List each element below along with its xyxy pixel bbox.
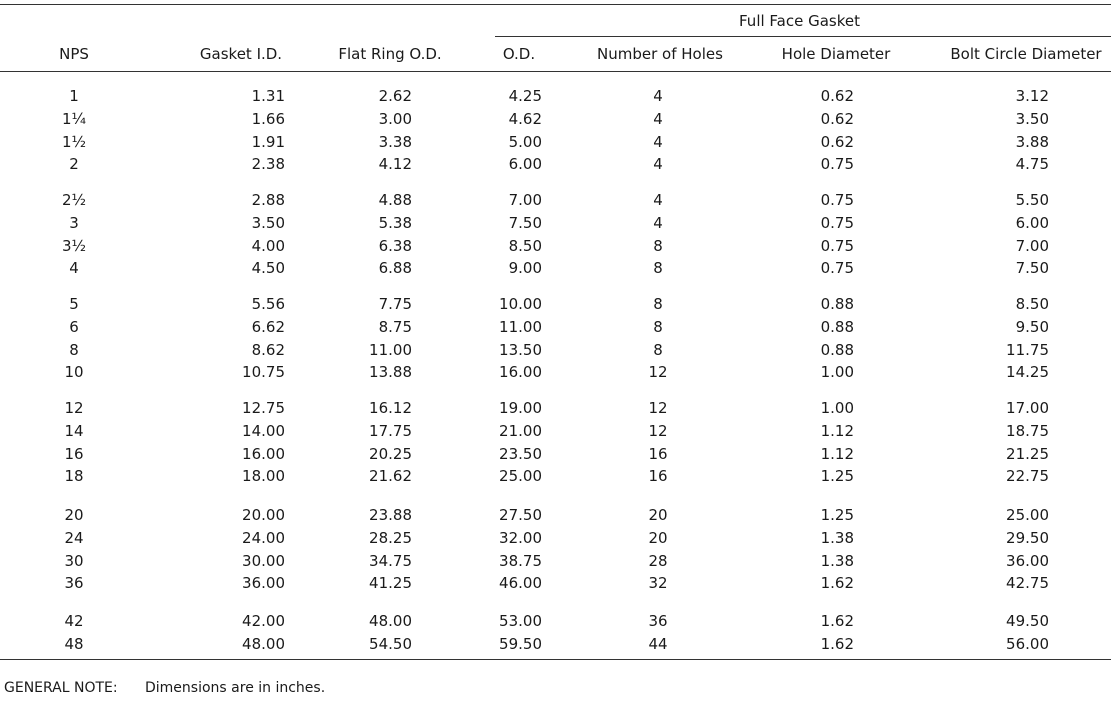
cell-bolt-circle-diameter: 7.00 [1015, 236, 1049, 255]
cell-od: 7.50 [508, 213, 542, 232]
cell-gasket-id: 48.00 [242, 634, 285, 653]
cell-nps: 2½ [61, 191, 87, 209]
cell-number-of-holes: 44 [648, 634, 668, 653]
cell-od: 32.00 [499, 528, 542, 547]
cell-number-of-holes: 4 [653, 191, 663, 209]
cell-bolt-circle-diameter: 36.00 [1006, 551, 1049, 570]
cell-bolt-circle-diameter: 11.75 [1006, 340, 1049, 359]
cell-hole-diameter: 1.00 [820, 363, 854, 382]
cell-gasket-id: 10.75 [242, 363, 285, 382]
cell-bolt-circle-diameter: 3.88 [1015, 132, 1049, 151]
cell-gasket-id: 8.62 [251, 340, 285, 359]
cell-flat-ring-od: 13.88 [369, 363, 412, 382]
cell-nps: 24 [64, 528, 84, 547]
cell-hole-diameter: 0.62 [820, 109, 854, 128]
group-header-full-face-gasket: Full Face Gasket [739, 12, 860, 30]
cell-nps: 2 [69, 155, 79, 174]
cell-hole-diameter: 0.88 [820, 340, 854, 359]
cell-nps: 20 [64, 506, 84, 524]
cell-flat-ring-od: 6.88 [378, 259, 412, 278]
cell-flat-ring-od: 5.38 [378, 213, 412, 232]
cell-bolt-circle-diameter: 18.75 [1006, 421, 1049, 440]
column-header-hole-diameter: Hole Diameter [781, 45, 891, 63]
cell-od: 19.00 [499, 399, 542, 417]
cell-flat-ring-od: 20.25 [369, 444, 412, 463]
cell-od: 5.00 [508, 132, 542, 151]
cell-gasket-id: 36.00 [242, 574, 285, 593]
general-note-text: Dimensions are in inches. [145, 680, 326, 696]
cell-nps: 12 [64, 399, 84, 417]
cell-bolt-circle-diameter: 22.75 [1006, 467, 1049, 486]
cell-number-of-holes: 20 [648, 528, 668, 547]
cell-gasket-id: 12.75 [242, 399, 285, 417]
column-header-od: O.D. [502, 45, 536, 63]
cell-flat-ring-od: 11.00 [369, 340, 412, 359]
cell-number-of-holes: 20 [648, 506, 668, 524]
cell-number-of-holes: 12 [648, 421, 668, 440]
cell-hole-diameter: 1.25 [820, 506, 854, 524]
cell-bolt-circle-diameter: 6.00 [1015, 213, 1049, 232]
cell-flat-ring-od: 17.75 [369, 421, 412, 440]
cell-gasket-id: 20.00 [242, 506, 285, 524]
cell-hole-diameter: 1.25 [820, 467, 854, 486]
cell-gasket-id: 14.00 [242, 421, 285, 440]
cell-number-of-holes: 12 [648, 399, 668, 417]
cell-bolt-circle-diameter: 56.00 [1006, 634, 1049, 653]
cell-gasket-id: 24.00 [242, 528, 285, 547]
cell-number-of-holes: 8 [653, 317, 663, 336]
cell-od: 9.00 [508, 259, 542, 278]
cell-hole-diameter: 0.88 [820, 295, 854, 313]
cell-bolt-circle-diameter: 14.25 [1006, 363, 1049, 382]
cell-hole-diameter: 1.12 [820, 421, 854, 440]
cell-gasket-id: 16.00 [242, 444, 285, 463]
column-header-number-of-holes: Number of Holes [597, 45, 723, 63]
cell-number-of-holes: 4 [653, 87, 663, 105]
cell-nps: 1¼ [61, 109, 87, 128]
cell-number-of-holes: 4 [653, 155, 663, 174]
cell-gasket-id: 18.00 [242, 467, 285, 486]
cell-od: 4.25 [508, 87, 542, 105]
cell-flat-ring-od: 3.38 [378, 132, 412, 151]
cell-bolt-circle-diameter: 29.50 [1006, 528, 1049, 547]
cell-nps: 10 [64, 363, 84, 382]
cell-number-of-holes: 8 [653, 236, 663, 255]
cell-od: 59.50 [499, 634, 542, 653]
cell-flat-ring-od: 2.62 [378, 87, 412, 105]
cell-nps: 8 [69, 340, 79, 359]
cell-nps: 3½ [61, 236, 87, 255]
cell-bolt-circle-diameter: 49.50 [1006, 612, 1049, 630]
cell-number-of-holes: 8 [653, 295, 663, 313]
cell-gasket-id: 3.50 [251, 213, 285, 232]
cell-hole-diameter: 0.75 [820, 236, 854, 255]
cell-gasket-id: 1.31 [251, 87, 285, 105]
group-header-rule [495, 36, 1111, 37]
cell-gasket-id: 5.56 [251, 295, 285, 313]
cell-hole-diameter: 1.62 [820, 574, 854, 593]
cell-hole-diameter: 1.62 [820, 634, 854, 653]
cell-hole-diameter: 0.88 [820, 317, 854, 336]
cell-bolt-circle-diameter: 3.50 [1015, 109, 1049, 128]
column-header-bolt-circle-diameter: Bolt Circle Diameter [950, 45, 1102, 63]
cell-number-of-holes: 16 [648, 467, 668, 486]
cell-od: 6.00 [508, 155, 542, 174]
cell-gasket-id: 2.88 [251, 191, 285, 209]
cell-od: 46.00 [499, 574, 542, 593]
cell-nps: 6 [69, 317, 79, 336]
cell-number-of-holes: 4 [653, 109, 663, 128]
cell-bolt-circle-diameter: 7.50 [1015, 259, 1049, 278]
cell-flat-ring-od: 4.12 [378, 155, 412, 174]
cell-hole-diameter: 0.62 [820, 132, 854, 151]
cell-od: 8.50 [508, 236, 542, 255]
cell-hole-diameter: 0.75 [820, 191, 854, 209]
cell-od: 7.00 [508, 191, 542, 209]
cell-hole-diameter: 1.00 [820, 399, 854, 417]
cell-gasket-id: 4.50 [251, 259, 285, 278]
cell-flat-ring-od: 3.00 [378, 109, 412, 128]
cell-number-of-holes: 4 [653, 132, 663, 151]
cell-gasket-id: 30.00 [242, 551, 285, 570]
cell-nps: 1½ [61, 132, 87, 151]
cell-flat-ring-od: 54.50 [369, 634, 412, 653]
cell-gasket-id: 42.00 [242, 612, 285, 630]
general-note-label: GENERAL NOTE: [4, 680, 118, 696]
cell-flat-ring-od: 21.62 [369, 467, 412, 486]
cell-bolt-circle-diameter: 17.00 [1006, 399, 1049, 417]
cell-hole-diameter: 0.75 [820, 155, 854, 174]
cell-hole-diameter: 0.62 [820, 87, 854, 105]
cell-number-of-holes: 12 [648, 363, 668, 382]
cell-od: 10.00 [499, 295, 542, 313]
cell-number-of-holes: 36 [648, 612, 668, 630]
cell-nps: 5 [69, 295, 79, 313]
cell-hole-diameter: 1.38 [820, 551, 854, 570]
cell-nps: 18 [64, 467, 84, 486]
cell-flat-ring-od: 6.38 [378, 236, 412, 255]
cell-gasket-id: 1.91 [251, 132, 285, 151]
cell-gasket-id: 6.62 [251, 317, 285, 336]
cell-hole-diameter: 1.38 [820, 528, 854, 547]
cell-bolt-circle-diameter: 42.75 [1006, 574, 1049, 593]
cell-od: 38.75 [499, 551, 542, 570]
cell-flat-ring-od: 23.88 [369, 506, 412, 524]
cell-nps: 3 [69, 213, 79, 232]
cell-od: 27.50 [499, 506, 542, 524]
cell-flat-ring-od: 41.25 [369, 574, 412, 593]
table-top-rule [0, 4, 1111, 5]
cell-bolt-circle-diameter: 4.75 [1015, 155, 1049, 174]
cell-number-of-holes: 4 [653, 213, 663, 232]
cell-hole-diameter: 1.12 [820, 444, 854, 463]
cell-nps: 1 [69, 87, 79, 105]
cell-bolt-circle-diameter: 21.25 [1006, 444, 1049, 463]
cell-flat-ring-od: 4.88 [378, 191, 412, 209]
cell-od: 13.50 [499, 340, 542, 359]
cell-od: 4.62 [508, 109, 542, 128]
cell-flat-ring-od: 7.75 [378, 295, 412, 313]
cell-od: 21.00 [499, 421, 542, 440]
cell-nps: 16 [64, 444, 84, 463]
cell-bolt-circle-diameter: 25.00 [1006, 506, 1049, 524]
cell-number-of-holes: 8 [653, 340, 663, 359]
cell-flat-ring-od: 28.25 [369, 528, 412, 547]
cell-od: 11.00 [499, 317, 542, 336]
cell-nps: 36 [64, 574, 84, 593]
cell-od: 16.00 [499, 363, 542, 382]
cell-flat-ring-od: 16.12 [369, 399, 412, 417]
table-bottom-rule [0, 659, 1111, 660]
cell-od: 23.50 [499, 444, 542, 463]
column-header-flat-ring-od: Flat Ring O.D. [338, 45, 442, 63]
cell-hole-diameter: 0.75 [820, 213, 854, 232]
cell-number-of-holes: 8 [653, 259, 663, 278]
cell-gasket-id: 1.66 [251, 109, 285, 128]
cell-number-of-holes: 16 [648, 444, 668, 463]
cell-hole-diameter: 1.62 [820, 612, 854, 630]
cell-number-of-holes: 32 [648, 574, 668, 593]
cell-bolt-circle-diameter: 8.50 [1015, 295, 1049, 313]
cell-flat-ring-od: 34.75 [369, 551, 412, 570]
cell-flat-ring-od: 8.75 [378, 317, 412, 336]
cell-od: 25.00 [499, 467, 542, 486]
cell-nps: 48 [64, 634, 84, 653]
cell-nps: 4 [69, 259, 79, 278]
cell-bolt-circle-diameter: 3.12 [1015, 87, 1049, 105]
cell-nps: 30 [64, 551, 84, 570]
cell-number-of-holes: 28 [648, 551, 668, 570]
general-note [4, 680, 325, 696]
cell-gasket-id: 4.00 [251, 236, 285, 255]
cell-flat-ring-od: 48.00 [369, 612, 412, 630]
cell-od: 53.00 [499, 612, 542, 630]
header-bottom-rule [0, 71, 1111, 72]
column-header-gasket-id: Gasket I.D. [199, 45, 283, 63]
column-header-nps: NPS [59, 45, 89, 63]
cell-nps: 14 [64, 421, 84, 440]
cell-gasket-id: 2.38 [251, 155, 285, 174]
cell-bolt-circle-diameter: 9.50 [1015, 317, 1049, 336]
cell-nps: 42 [64, 612, 84, 630]
cell-bolt-circle-diameter: 5.50 [1015, 191, 1049, 209]
cell-hole-diameter: 0.75 [820, 259, 854, 278]
